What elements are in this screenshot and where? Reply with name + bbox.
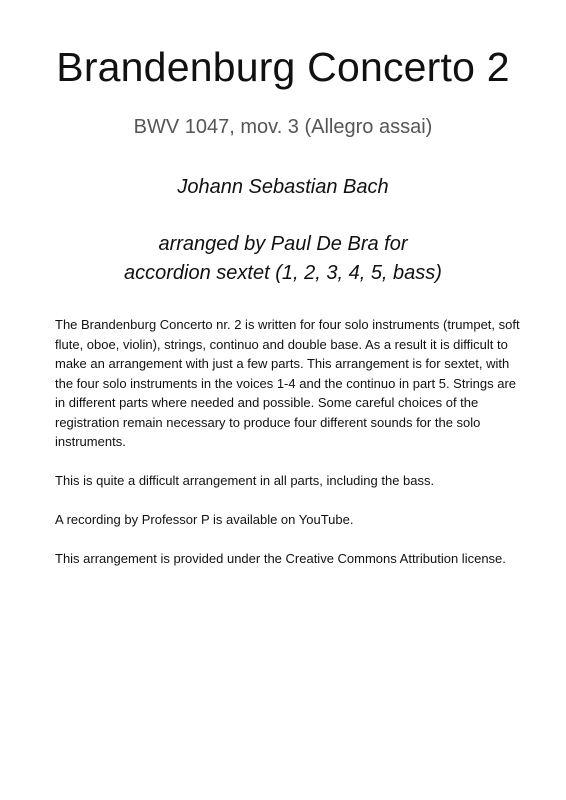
arranger-line-2: accordion sextet (1, 2, 3, 4, 5, bass) (124, 262, 442, 284)
composer-name: Johann Sebastian Bach (177, 176, 389, 198)
description-body (55, 315, 525, 588)
paragraph-recording: A recording by Professor P is available on YouTube. (55, 512, 354, 527)
paragraph-description: The Brandenburg Concerto nr. 2 is written for four solo instruments (trumpet, soft flute, oboe, violin), strings, continuo and double base. As a result it is difficult to make an arrangement with just a few parts. This arrangement is for sextet, with the four solo instruments in the voices 1-4 and the continuo in part 5. Strings are in different parts where needed and possible. Some careful choices of the registration remain necessary to produce four different sounds for the solo instruments. (55, 317, 520, 449)
document-title: Brandenburg Concerto 2 (56, 44, 510, 90)
paragraph-difficulty: This is quite a difficult arrangement in all parts, including the bass. (55, 473, 435, 488)
paragraph-license: This arrangement is provided under the Creative Commons Attribution license. (55, 551, 506, 566)
document-subtitle: BWV 1047, mov. 3 (Allegro assai) (133, 116, 433, 138)
arranger-credit (0, 230, 566, 288)
arranger-line-1: arranged by Paul De Bra for (158, 233, 408, 255)
